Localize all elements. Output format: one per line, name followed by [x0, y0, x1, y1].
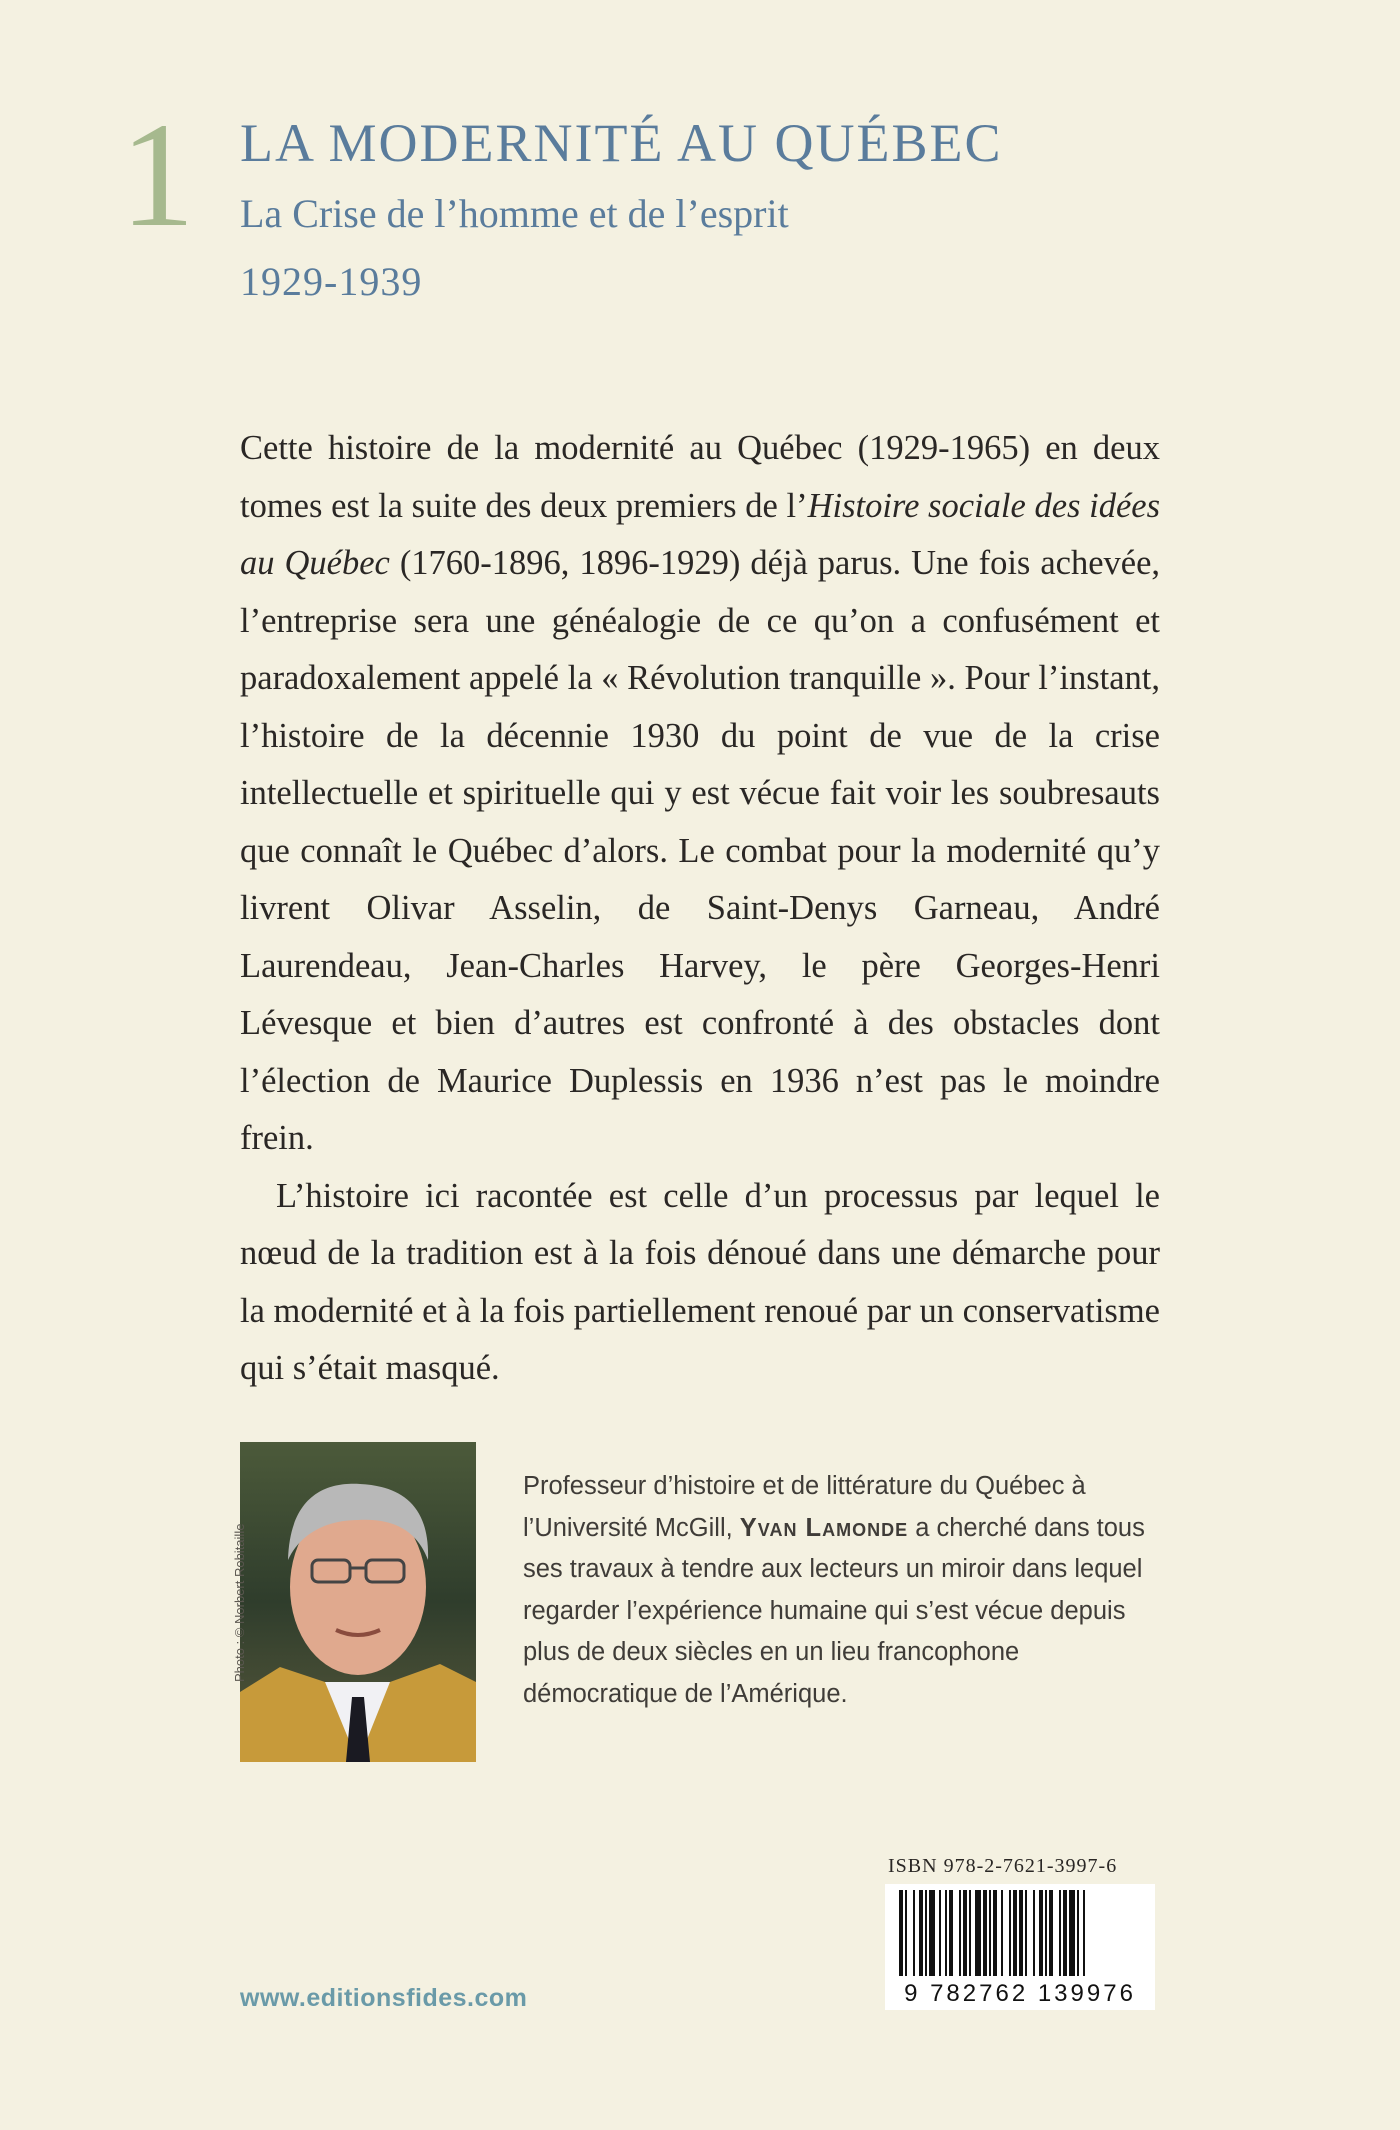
barcode-bar: [1039, 1890, 1043, 1976]
barcode-bar: [913, 1890, 915, 1976]
barcode-bar: [1063, 1890, 1067, 1976]
description-paragraph-2: L’histoire ici racontée est celle d’un processus par lequel le nœud de la tradition est à la fois dénoué dans une démarche pour la modernité et à la fois partiellement renoué par un conservatisme qui s’était masqué.: [240, 1176, 1160, 1387]
barcode-bar: [939, 1890, 941, 1976]
barcode-bar: [1009, 1890, 1011, 1976]
description: [240, 420, 1160, 1398]
publisher-website[interactable]: www.editionsfides.com: [240, 1984, 528, 2012]
barcode-bar: [959, 1890, 961, 1976]
barcode-bar: [905, 1890, 907, 1976]
barcode-bar: [1025, 1890, 1027, 1976]
barcode-bar: [925, 1890, 927, 1976]
barcode-bar: [1069, 1890, 1075, 1976]
author-photo: [240, 1442, 476, 1762]
barcode-digits: 9 782762 139976: [904, 1980, 1136, 2007]
series-title: Histoire sociale des idées au Québec: [240, 486, 1161, 582]
description-paragraph-1: Cette histoire de la modernité au Québec (1929-1965) en deux tomes est la suite des deux premiers de l’Histoire sociale des idées au Québec (1760-1896, 1896-1929) déjà parus. Une fois achevée, l’entreprise sera une généalogie de ce qu’on a confusément et paradoxalement appelé la « Révolution tranquille ». Pour l’instant, l’histoire de la décennie 1930 du point de vue de la crise intellectuelle et spirituelle qui y est vécue fait voir les soubresauts que connaît le Québec d’alors. Le combat pour la modernité qu’y livrent Olivar Asselin, de Saint-Denys Garneau, André Laurendeau, Jean-Charles Harvey, le père Georges-Henri Lévesque et bien d’autres est confronté à des obstacles dont l’élection de Maurice Duplessis en 1936 n’est pas le moindre frein.: [240, 429, 1161, 1157]
barcode-bar: [963, 1890, 967, 1976]
barcode-bar: [929, 1890, 935, 1976]
barcode-bar: [1019, 1890, 1023, 1976]
barcode-bar: [1077, 1890, 1079, 1976]
barcode-bar: [1049, 1890, 1053, 1976]
isbn-label: ISBN 978-2-7621-3997-6: [888, 1855, 1118, 1877]
barcode-bar: [899, 1890, 903, 1976]
barcode-bar: [1059, 1890, 1061, 1976]
photo-credit: Photo : © Norbert Robitaille: [232, 1523, 247, 1682]
volume-number: 1: [120, 92, 195, 258]
barcode-bar: [1083, 1890, 1085, 1976]
barcode-bar: [969, 1890, 971, 1976]
barcode-bar: [1045, 1890, 1047, 1976]
barcode-bar: [919, 1890, 923, 1976]
barcode-bars: [885, 1884, 1155, 1980]
book-years: 1929-1939: [240, 259, 423, 304]
book-title: LA MODERNITÉ AU QUÉBEC: [240, 113, 1003, 173]
barcode-bar: [983, 1890, 987, 1976]
barcode-bar: [949, 1890, 953, 1976]
author-bio: Professeur d’histoire et de littérature du Québec à l’Université McGill, Yvan Lamonde a cherché dans tous ses travaux à tendre aux lecteurs un miroir dans lequel regarder l’expérience humaine qui s’est vécue depuis plus de deux siècles en un lieu francophone démocratique de l’Amérique.: [523, 1472, 1145, 1708]
barcode-bar: [1001, 1890, 1003, 1976]
barcode-bar: [1033, 1890, 1035, 1976]
barcode-bar: [945, 1890, 947, 1976]
book-subtitle: La Crise de l’homme et de l’esprit: [240, 191, 789, 236]
barcode-bar: [975, 1890, 981, 1976]
barcode-bar: [989, 1890, 991, 1976]
barcode-bar: [1013, 1890, 1017, 1976]
author-name: Yvan Lamonde: [739, 1513, 909, 1542]
barcode-bar: [993, 1890, 997, 1976]
